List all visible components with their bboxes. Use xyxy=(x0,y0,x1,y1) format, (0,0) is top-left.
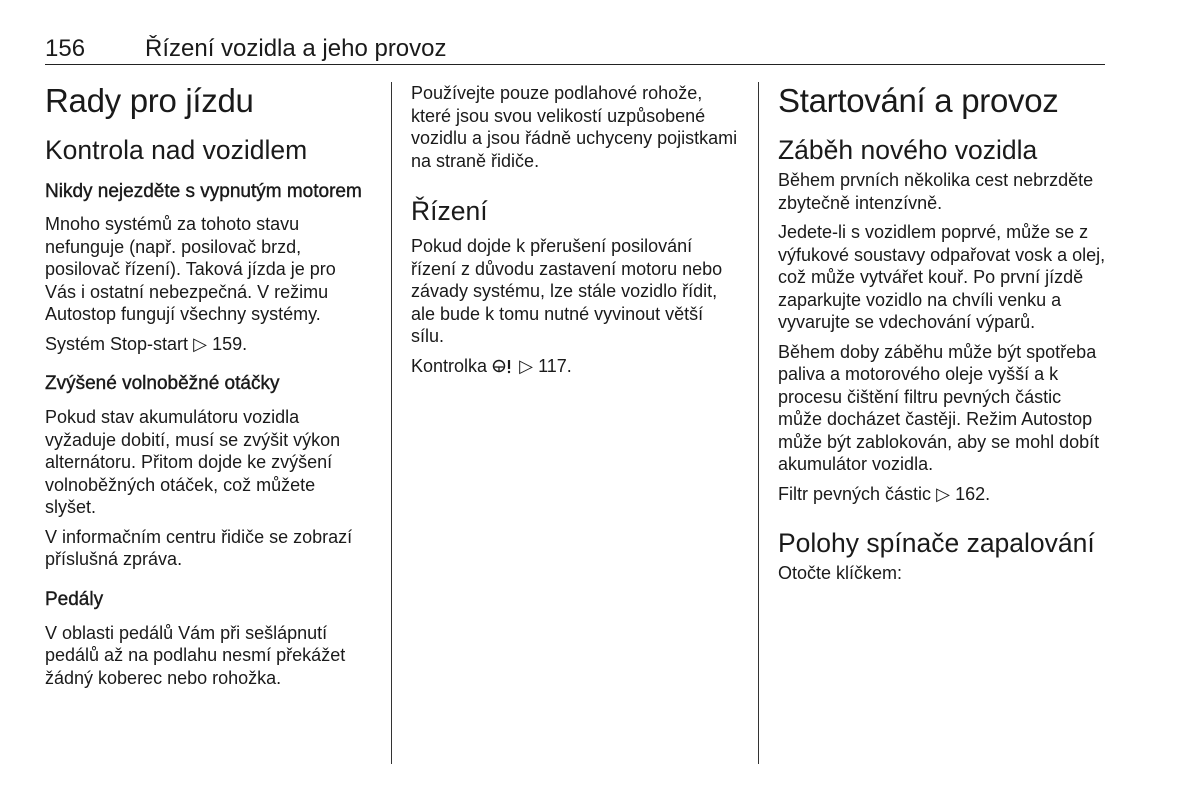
paragraph: V informačním centru řidiče se zobrazí příslušná zpráva. xyxy=(45,526,353,569)
topic-heading: Nikdy nejezděte s vypnutým motorem xyxy=(45,181,362,202)
cross-reference: Kontrolka ▷ 117. xyxy=(411,355,741,380)
subsection-heading: Kontrola nad vozidlem xyxy=(45,135,308,165)
cross-reference: Systém Stop-start ▷ 159. xyxy=(45,333,248,354)
page-reference-arrow-icon: ▷ xyxy=(193,333,207,354)
page-header xyxy=(45,34,1105,65)
paragraph: Během doby záběhu může být spotřeba paliva a motorového oleje vyšší a k procesu čištění filtru pevných částic může docházet častěji. Režim Autostop může být zablokován, aby se mohl dobít akumulátor vozidla. xyxy=(778,341,1100,474)
column-3 xyxy=(778,82,1108,585)
section-heading: Startování a provoz xyxy=(778,82,1059,119)
subsection-heading: Polohy spínače zapalování xyxy=(778,528,1095,558)
paragraph: Pokud stav akumulátoru vozidla vyžaduje dobití, musí se zvýšit výkon alternátoru. Přitom dojde ke zvýšení volnoběžných otáček, což můžete slyšet. xyxy=(45,407,341,517)
page-reference-arrow-icon: ▷ xyxy=(519,355,533,376)
column-2 xyxy=(411,82,741,379)
column-1 xyxy=(45,82,370,689)
section-heading: Rady pro jízdu xyxy=(45,82,254,119)
paragraph: Mnoho systémů za tohoto stavu nefunguje (např. posilovač brzd, posilovač řízení). Taková jízda je pro Vás i ostatní nebezpečná. V režimu Autostop fungují všechny systémy. xyxy=(45,214,336,324)
topic-heading: Pedály xyxy=(45,588,104,610)
paragraph: Pokud dojde k přerušení posilování řízení z důvodu zastavení motoru nebo závady systému, lze stále vozidlo řídit, ale bude k tomu nutné vyvinout větší sílu. xyxy=(411,236,723,346)
paragraph: Otočte klíčkem: xyxy=(778,563,903,583)
steering-warning-icon xyxy=(492,357,514,380)
page-number: 156 xyxy=(45,35,86,62)
paragraph: Během prvních několika cest nebrzděte zbytečně intenzívně. xyxy=(778,170,1094,213)
topic-heading: Zvýšené volnoběžné otáčky xyxy=(45,373,280,394)
paragraph: Používejte pouze podlahové rohože, které jsou svou velikostí uzpůsobené vozidlu a jsou řádně uchyceny pojistkami na straně řidiče. xyxy=(411,83,738,171)
subsection-heading: Záběh nového vozidla xyxy=(778,135,1038,165)
cross-reference: Filtr pevných částic ▷ 162. xyxy=(778,483,991,504)
paragraph: Jedete-li s vozidlem poprvé, může se z výfukové soustavy odpařovat vosk a olej, což může vytvářet kouř. Po první jízdě zaparkujte vozidlo na chvíli venku a vyvarujte se vdechování výparů. xyxy=(778,222,1106,332)
column-divider xyxy=(758,82,759,764)
column-divider xyxy=(391,82,392,764)
paragraph: V oblasti pedálů Vám při sešlápnutí pedálů až na podlahu nesmí překážet žádný koberec nebo rohožka. xyxy=(45,622,346,688)
page-reference-arrow-icon: ▷ xyxy=(936,483,950,504)
chapter-title: Řízení vozidla a jeho provoz xyxy=(145,35,447,62)
subsection-heading: Řízení xyxy=(411,196,488,226)
